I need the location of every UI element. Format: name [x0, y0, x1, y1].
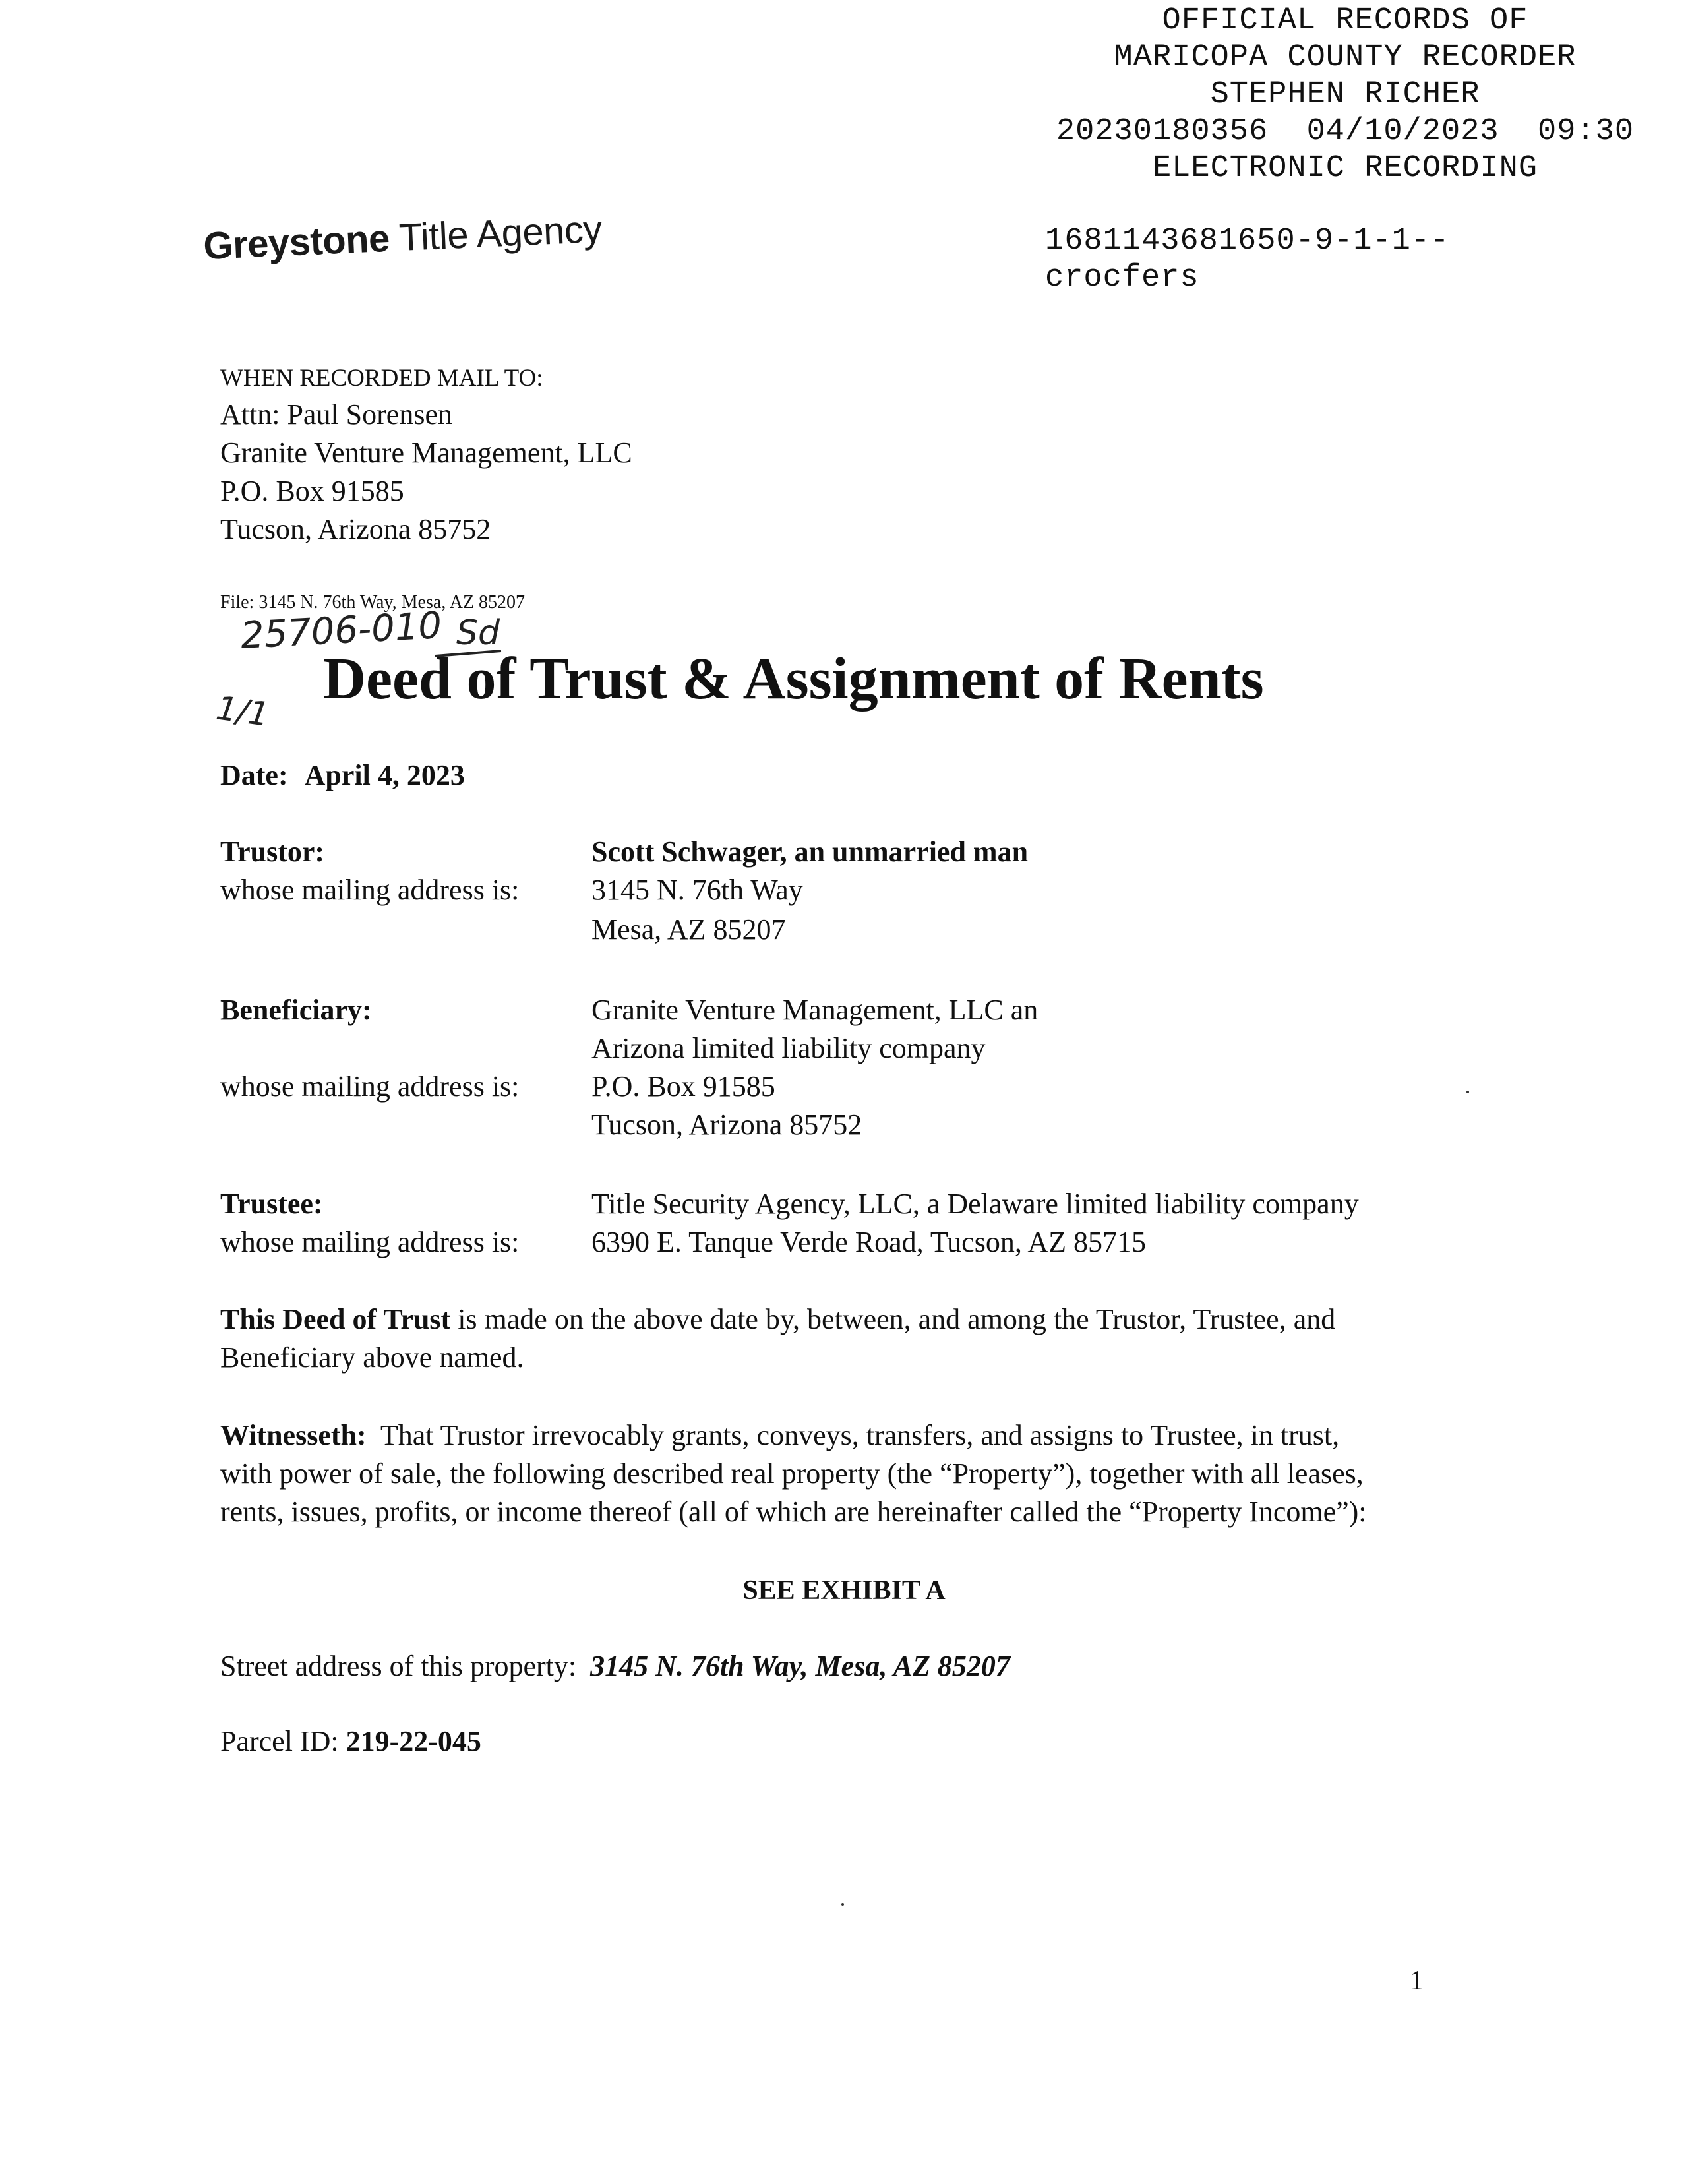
recording-id	[1045, 223, 1449, 297]
agency-logo-suffix: Title Agency	[388, 207, 603, 260]
trustee-address: 6390 E. Tanque Verde Road, Tucson, AZ 85715	[591, 1226, 1147, 1258]
trustee-address-label: whose mailing address is:	[220, 1226, 520, 1258]
trustor-label: Trustor:	[220, 835, 325, 868]
street-address-line	[220, 1647, 1486, 1685]
page-number: 1	[1410, 1966, 1424, 1996]
trustor-address-line: 3145 N. 76th Way	[591, 874, 803, 906]
witnesseth-paragraph	[220, 1416, 1486, 1531]
beneficiary-address-line: Tucson, Arizona 85752	[591, 1108, 862, 1141]
document-title: Deed of Trust & Assignment of Rents	[323, 646, 1264, 712]
recording-id-line: crocfers	[1045, 260, 1199, 295]
recorder-stamp-line: OFFICIAL RECORDS OF	[1162, 3, 1528, 38]
parcel-label: Parcel ID:	[220, 1725, 339, 1757]
witnesseth-text: with power of sale, the following described real property (the “Property”), together with all leases,	[220, 1457, 1364, 1490]
trustor-address-line: Mesa, AZ 85207	[591, 913, 786, 946]
scan-speck	[841, 1903, 844, 1906]
deed-paragraph-lead: This Deed of Trust	[220, 1303, 451, 1335]
beneficiary-name-line: Granite Venture Management, LLC an	[591, 994, 1039, 1026]
street-address-label: Street address of this property:	[220, 1650, 577, 1682]
trustor-name: Scott Schwager, an unmarried man	[591, 835, 1029, 868]
deed-paragraph-text: Beneficiary above named.	[220, 1341, 524, 1374]
agency-logo-name: Greystone	[202, 216, 391, 268]
recorder-stamp-line: STEPHEN RICHER	[1210, 77, 1480, 112]
handwritten-page-mark-text: 1/1	[214, 688, 272, 735]
beneficiary-address-label: whose mailing address is:	[220, 1070, 520, 1103]
parcel-value: 219-22-045	[346, 1725, 481, 1757]
mail-to-line: Attn: Paul Sorensen	[220, 398, 452, 431]
beneficiary-label: Beneficiary:	[220, 994, 372, 1026]
beneficiary-name-line: Arizona limited liability company	[591, 1032, 986, 1064]
street-address-value: 3145 N. 76th Way, Mesa, AZ 85207	[590, 1650, 1010, 1682]
trustor-address-label: whose mailing address is:	[220, 874, 520, 906]
deed-paragraph	[220, 1300, 1486, 1377]
witnesseth-lead: Witnesseth:	[220, 1419, 367, 1451]
mail-to-line: P.O. Box 91585	[220, 475, 404, 507]
handwritten-initials-text: Sd	[456, 613, 500, 653]
date-line	[220, 758, 465, 792]
date-label: Date:	[220, 759, 288, 791]
mail-to-block	[220, 361, 632, 549]
witnesseth-text: That Trustor irrevocably grants, conveys, transfers, and assigns to Trustee, in trust,	[366, 1419, 1340, 1451]
exhibit-reference: SEE EXHIBIT A	[742, 1575, 946, 1606]
handwritten-number-text: 25706-010	[239, 604, 443, 657]
trustee-name: Title Security Agency, LLC, a Delaware limited liability company	[591, 1188, 1359, 1220]
deed-paragraph-text: is made on the above date by, between, and among the Trustor, Trustee, and	[450, 1303, 1336, 1335]
beneficiary-address-line: P.O. Box 91585	[591, 1070, 775, 1103]
file-reference: File: 3145 N. 76th Way, Mesa, AZ 85207	[220, 592, 526, 613]
parcel-line	[220, 1722, 1486, 1761]
recording-id-line: 1681143681650-9-1-1--	[1045, 224, 1450, 258]
recorder-stamp-line: ELECTRONIC RECORDING	[1152, 151, 1538, 186]
mail-to-line: Granite Venture Management, LLC	[220, 437, 632, 469]
handwritten-page-mark	[211, 666, 272, 739]
trustee-label: Trustee:	[220, 1188, 323, 1220]
recorder-stamp	[1029, 3, 1662, 187]
witnesseth-text: rents, issues, profits, or income thereof (all of which are hereinafter called the “Property Income”):	[220, 1496, 1367, 1528]
agency-logo	[202, 207, 603, 268]
mail-to-heading: WHEN RECORDED MAIL TO:	[220, 365, 543, 392]
mail-to-line: Tucson, Arizona 85752	[220, 513, 491, 545]
recorder-stamp-line: 20230180356 04/10/2023 09:30	[1056, 114, 1635, 149]
date-value: April 4, 2023	[304, 759, 465, 791]
scan-speck	[1466, 1091, 1469, 1093]
recorder-stamp-line: MARICOPA COUNTY RECORDER	[1114, 40, 1577, 75]
